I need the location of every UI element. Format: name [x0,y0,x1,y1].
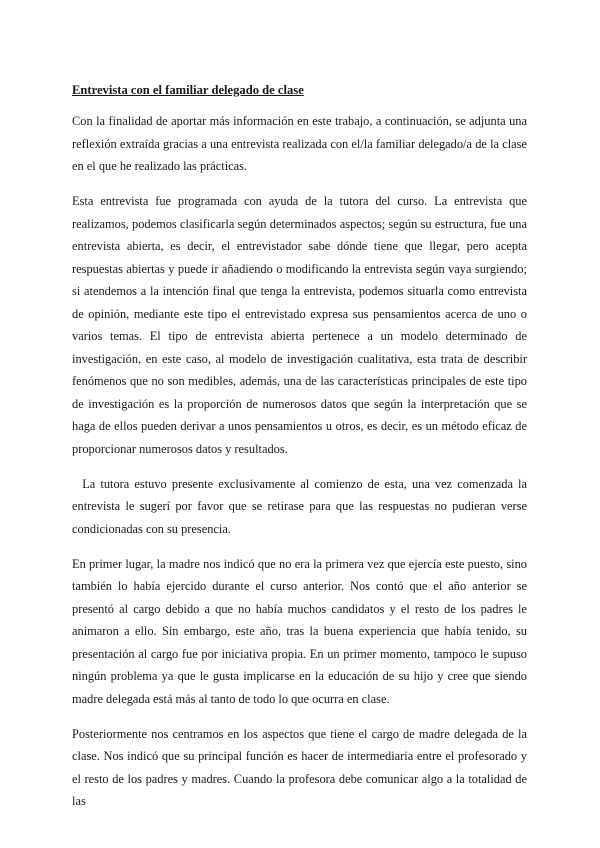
paragraph-tutor-presence: La tutora estuvo presente exclusivamente al comienzo de esta, una vez comenzada la entrevista le sugerí por favor que se retirase para que las respuestas no pudieran verse condicionadas con su presencia. [72,476,531,536]
document-body [72,80,531,825]
paragraph-mother-background: En primer lugar, la madre nos indicó que no era la primera vez que ejercía este puesto, sino también lo había ejercido durante el curso anterior. Nos contó que el año anterior se presentó al cargo debido a que no había muchos candidatos y el resto de los padres le animaron a ello. Sin embargo, este año, tras la buena experiencia que había tenido, su presentación al cargo fue por iniciativa propia. En un primer momento, tampoco le supuso ningún problema ya que le gusta implicarse en la educación de su hijo y cree que siendo madre delegada está más al tanto de todo lo que ocurra en clase. [72,556,527,706]
paragraph-delegate-functions: Posteriormente nos centramos en los aspectos que tiene el cargo de madre delegada de la clase. Nos indicó que su principal función es hacer de intermediaria entre el profesorado y el resto de los padres y madres. Cuando la profesora debe comunicar algo a la totalidad de las [72,726,527,808]
paragraph-intro: Con la finalidad de aportar más información en este trabajo, a continuación, se adjunta una reflexión extraída gracias a una entrevista realizada con el/la familiar delegado/a de la clase en el que he realizado las prácticas. [72,114,527,173]
paragraph-interview-type: Esta entrevista fue programada con ayuda de la tutora del curso. La entrevista que realizamos, podemos clasificarla según determinados aspectos; según su estructura, fue una entrevista abierta, es decir, el entrevistador sabe dónde tiene que llegar, pero acepta respuestas abiertas y puede ir añadiendo o modificando la entrevista según vaya surgiendo; si atendemos a la intención final que tenga la entrevista, podemos situarla como entrevista de opinión, mediante este tipo el entrevistado expresa sus pensamientos acerca de uno o varios temas. El tipo de entrevista abierta pertenece a un modelo determinado de investigación, en este caso, al modelo de investigación cualitativa, esta trata de describir fenómenos que no son medibles, además, una de las características principales de este tipo de investigación es la proporción de numerosos datos que según la interpretación que se haga de ellos pueden derivar a unos pensamientos u otros, es decir, es un método eficaz de proporcionar numerosos datos y resultados. [72,194,527,456]
document-title: Entrevista con el familiar delegado de clase [72,83,304,97]
